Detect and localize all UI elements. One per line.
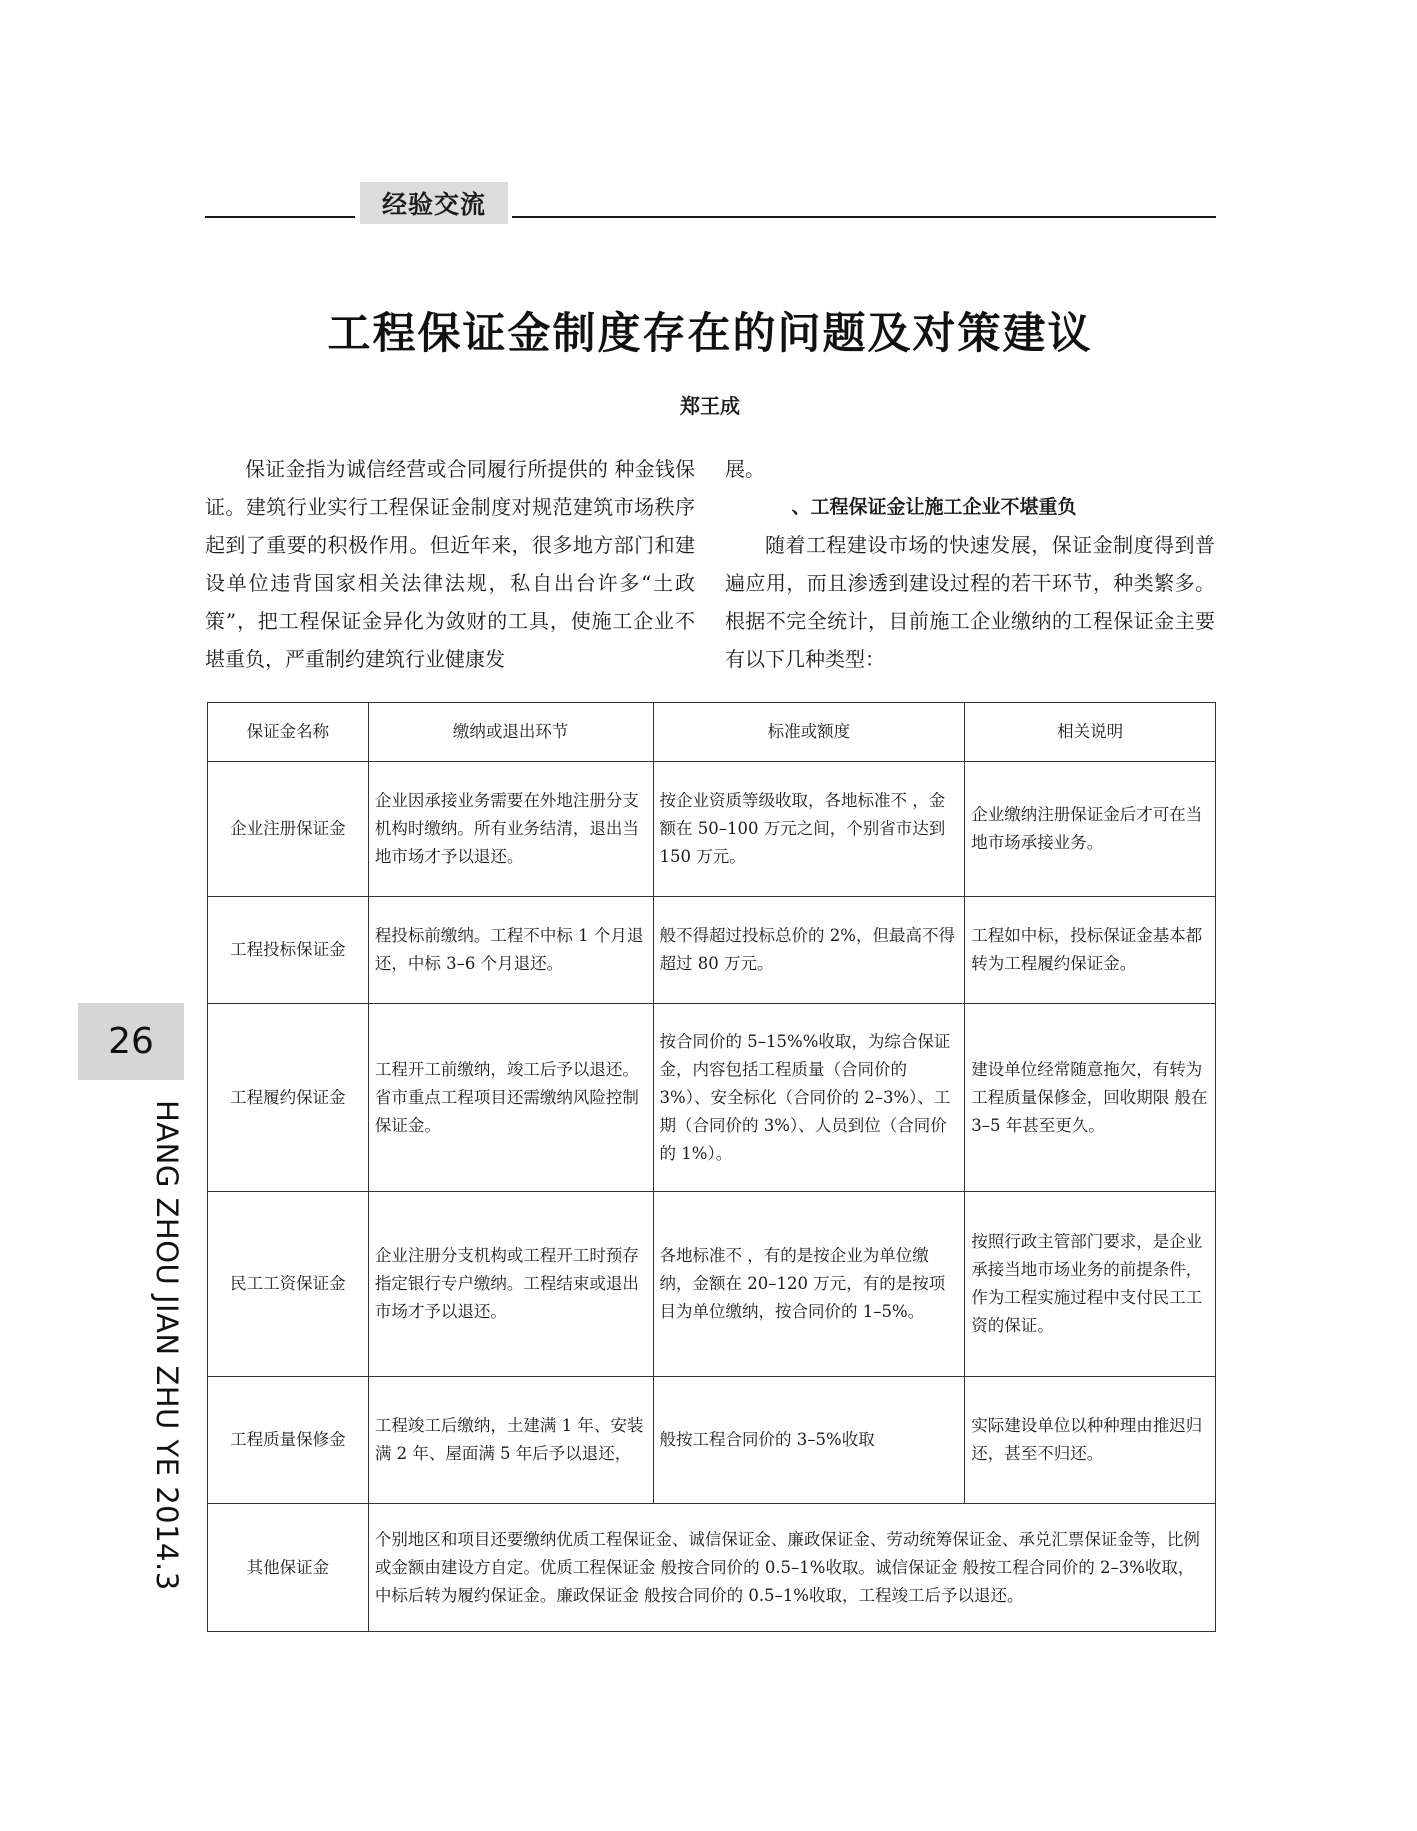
table-row	[208, 762, 1216, 897]
table-cell: 工程竣工后缴纳，土建满 1 年、安装满 2 年、屋面满 5 年后予以退还，	[368, 1377, 653, 1504]
table-cell: 实际建设单位以种种理由推迟归还，甚至不归还。	[965, 1377, 1216, 1504]
table-row	[208, 1504, 1216, 1632]
header-rule-left	[205, 216, 355, 218]
table-cell-name: 工程履约保证金	[208, 1004, 369, 1192]
header-rule-right	[512, 216, 1216, 218]
table-header-row	[208, 703, 1216, 762]
article-title: 工程保证金制度存在的问题及对策建议	[327, 309, 1093, 359]
intro-continuation: 展。	[725, 457, 765, 481]
article-author: 郑王成	[680, 394, 740, 418]
table-cell: 按照行政主管部门要求，是企业承接当地市场业务的前提条件，作为工程实施过程中支付民工工资的保证。	[965, 1192, 1216, 1377]
section1-paragraph: 随着工程建设市场的快速发展，保证金制度得到普遍应用，而且渗透到建设过程的若干环节，种类繁多。根据不完全统计，目前施工企业缴纳的工程保证金主要有以下几种类型：	[725, 533, 1215, 671]
table-cell: 建设单位经常随意拖欠，有转为工程质量保修金，回收期限 般在 3–5 年甚至更久。	[965, 1004, 1216, 1192]
section1-heading: 、工程保证金让施工企业不堪重负	[791, 496, 1077, 518]
table-cell: 企业缴纳注册保证金后才可在当地市场承接业务。	[965, 762, 1216, 897]
table-cell-name: 工程质量保修金	[208, 1377, 369, 1504]
right-column	[725, 450, 1215, 678]
table-cell-name: 民工工资保证金	[208, 1192, 369, 1377]
table-cell: 工程如中标，投标保证金基本都转为工程履约保证金。	[965, 897, 1216, 1004]
table-row	[208, 1192, 1216, 1377]
left-column	[205, 450, 695, 678]
table-row	[208, 897, 1216, 1004]
table-cell: 般按工程合同价的 3–5%收取	[653, 1377, 965, 1504]
table-cell: 程投标前缴纳。工程不中标 1 个月退还，中标 3–6 个月退还。	[368, 897, 653, 1004]
page-number: 26	[78, 1003, 184, 1080]
table-cell: 企业注册分支机构或工程开工时预存指定银行专户缴纳。工程结束或退出市场才予以退还。	[368, 1192, 653, 1377]
table-cell: 按合同价的 5–15%%收取，为综合保证金，内容包括工程质量（合同价的 3%）、安全标化（合同价的 2–3%）、工期（合同价的 3%）、人员到位（合同价的 1%）。	[653, 1004, 965, 1192]
table-row	[208, 1377, 1216, 1504]
table-cell: 按企业资质等级收取，各地标准不 ，金额在 50–100 万元之间，个别省市达到 150 万元。	[653, 762, 965, 897]
table-header: 标准或额度	[653, 703, 965, 762]
table-cell-name: 企业注册保证金	[208, 762, 369, 897]
table-header: 缴纳或退出环节	[368, 703, 653, 762]
table-cell-name: 其他保证金	[208, 1504, 369, 1632]
section-label: 经验交流	[360, 182, 508, 224]
table-cell-name: 工程投标保证金	[208, 897, 369, 1004]
table-cell: 各地标准不 ，有的是按企业为单位缴纳，金额在 20–120 万元，有的是按项目为单位缴纳，按合同价的 1–5%。	[653, 1192, 965, 1377]
table-cell: 般不得超过投标总价的 2%，但最高不得超过 80 万元。	[653, 897, 965, 1004]
table-cell-merged: 个别地区和项目还要缴纳优质工程保证金、诚信保证金、廉政保证金、劳动统筹保证金、承兑汇票保证金等，比例或金额由建设方自定。优质工程保证金 般按合同价的 0.5–1%收取。诚信保证金 般按工程合同价的 2–3%收取，中标后转为履约保证金。廉政保证金 般按合同价的 0.5–1%收取，工程竣工后予以退还。	[368, 1504, 1215, 1632]
table-cell: 企业因承接业务需要在外地注册分支机构时缴纳。所有业务结清，退出当地市场才予以退还。	[368, 762, 653, 897]
table-row	[208, 1004, 1216, 1192]
bond-types-table	[207, 702, 1216, 1632]
intro-paragraph: 保证金指为诚信经营或合同履行所提供的 种金钱保证。建筑行业实行工程保证金制度对规范建筑市场秩序起到了重要的积极作用。但近年来，很多地方部门和建设单位违背国家相关法律法规，私自出台许多“土政策”，把工程保证金异化为敛财的工具，使施工企业不堪重负，严重制约建筑行业健康发	[205, 457, 695, 671]
table-header: 相关说明	[965, 703, 1216, 762]
journal-name-vertical: HANG ZHOU JIAN ZHU YE 2014.3	[150, 1100, 184, 1591]
table-cell: 工程开工前缴纳，竣工后予以退还。省市重点工程项目还需缴纳风险控制保证金。	[368, 1004, 653, 1192]
table-header: 保证金名称	[208, 703, 369, 762]
